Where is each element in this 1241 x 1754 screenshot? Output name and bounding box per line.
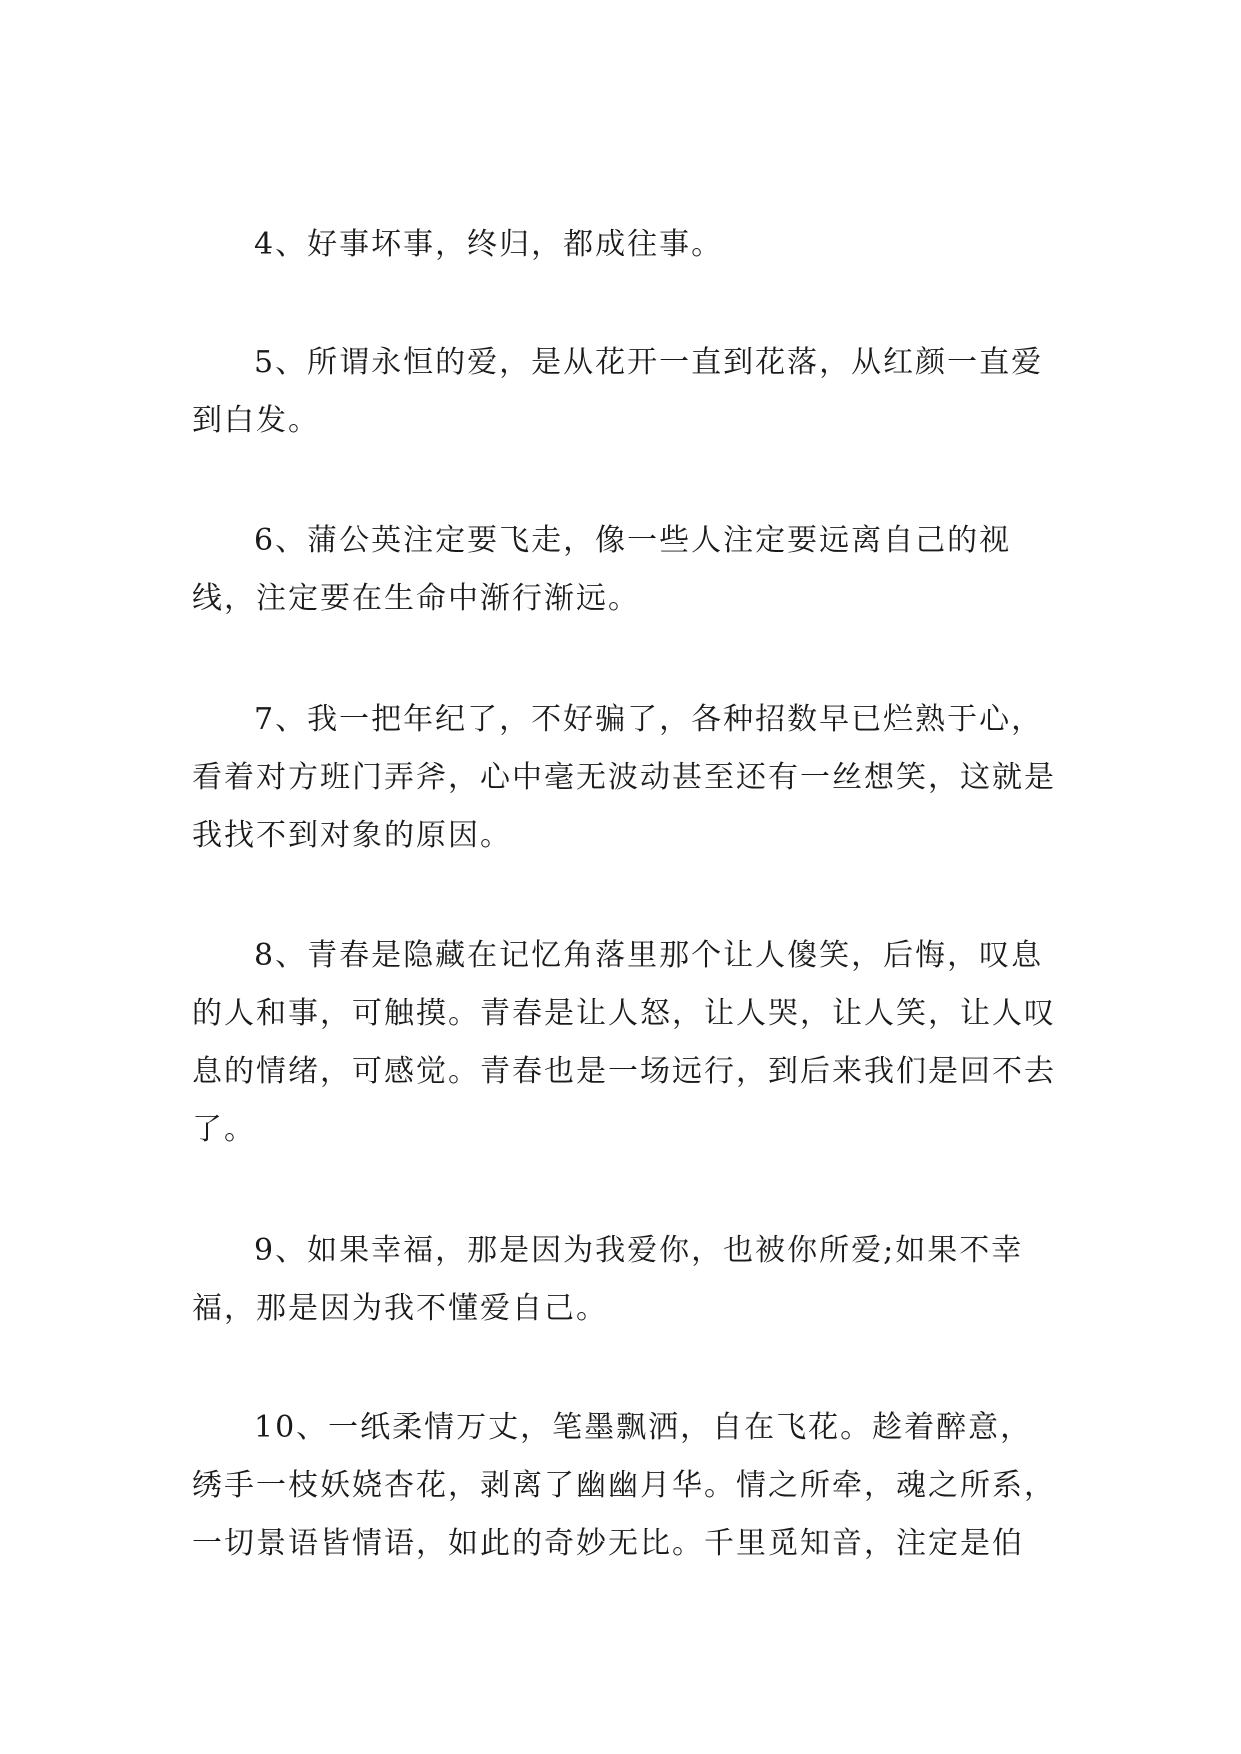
paragraph-6: 6、蒲公英注定要飞走，像一些人注定要远离自己的视线，注定要在生命中渐行渐远。 [192, 523, 1012, 616]
paragraph-5: 5、所谓永恒的爱，是从花开一直到花落，从红颜一直爱到白发。 [192, 345, 1044, 438]
paragraph-10: 10、一纸柔情万丈，笔墨飘洒，自在飞花。趁着醉意，绣手一枝妖娆杏花，剥离了幽幽月华。情之所牵，魂之所系，一切景语皆情语，如此的奇妙无比。千里觅知音，注定是伯 [192, 1410, 1056, 1561]
paragraph-8: 8、青春是隐藏在记忆角落里那个让人傻笑，后悔，叹息的人和事，可触摸。青春是让人怒，让人哭，让人笑，让人叹息的情绪，可感觉。青春也是一场远行，到后来我们是回不去了。 [192, 938, 1056, 1147]
paragraph-4: 4、好事坏事，终归，都成往事。 [254, 227, 724, 262]
paragraph-7: 7、我一把年纪了，不好骗了，各种招数早已烂熟于心，看着对方班门弄斧，心中毫无波动甚至还有一丝想笑，这就是我找不到对象的原因。 [192, 702, 1056, 853]
paragraph-9: 9、如果幸福，那是因为我爱你，也被你所爱;如果不幸福，那是因为我不懂爱自己。 [192, 1233, 1024, 1326]
